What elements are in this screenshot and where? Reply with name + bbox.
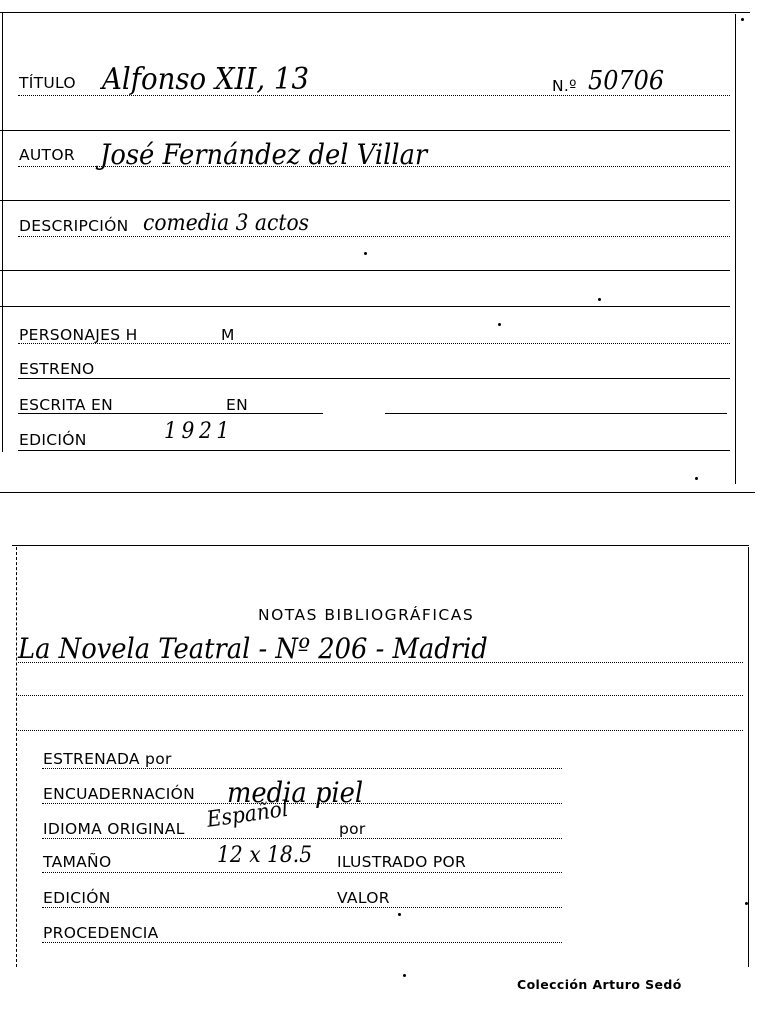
notas-line: [18, 662, 743, 663]
procedencia-label: PROCEDENCIA: [43, 924, 159, 942]
lower-card-right-border: [748, 547, 749, 967]
upper-card-top-border: [0, 12, 750, 13]
encuadernacion-label: ENCUADERNACIÓN: [43, 785, 195, 803]
edicion-value: 1921: [164, 419, 234, 444]
edicion-line: [42, 907, 562, 908]
titulo-line: [18, 95, 730, 96]
valor-label: VALOR: [337, 889, 390, 907]
descripcion-label: DESCRIPCIÓN: [19, 217, 129, 235]
descripcion-value: comedia 3 actos: [143, 211, 310, 236]
autor-value: José Fernández del Villar: [100, 138, 428, 171]
collection-credit: Colección Arturo Sedó: [517, 977, 682, 992]
ink-speck: [498, 323, 501, 326]
idioma-label: IDIOMA ORIGINAL: [43, 820, 185, 838]
idioma-por-label: por: [339, 820, 366, 838]
autor-label: AUTOR: [19, 146, 75, 164]
personajes-label: PERSONAJES H: [19, 326, 138, 344]
estrenada-label: ESTRENADA por: [43, 750, 172, 768]
tamano-label: TAMAÑO: [43, 853, 112, 871]
ink-speck: [398, 913, 401, 916]
upper-card-bottom-border: [0, 492, 755, 493]
idioma-value: Español: [205, 796, 290, 833]
tamano-line: [42, 872, 562, 873]
tamano-value: 12 x 18.5: [217, 843, 313, 868]
descripcion-line: [18, 236, 730, 237]
row-rule: [0, 270, 730, 271]
upper-card-right-border: [735, 14, 736, 484]
estreno-line: [18, 378, 730, 379]
lower-card-top-border: [12, 545, 749, 546]
ink-speck: [745, 902, 748, 905]
personajes-line: [18, 343, 730, 344]
edicion-line: [18, 450, 730, 451]
lower-card-left-border: [16, 547, 17, 967]
escrita-line-right: [385, 413, 727, 414]
numero-label: N.º: [552, 77, 577, 95]
titulo-value: Alfonso XII, 13: [102, 62, 310, 97]
encuadernacion-line: [42, 803, 562, 804]
upper-card-left-border: [2, 12, 3, 452]
escrita-en-label: EN: [226, 396, 248, 414]
ink-speck: [695, 477, 698, 480]
notas-line: [18, 695, 743, 696]
row-rule: [0, 130, 730, 131]
ink-speck: [741, 18, 744, 21]
escrita-label: ESCRITA EN: [19, 396, 113, 414]
notas-heading: NOTAS BIBLIOGRÁFICAS: [258, 606, 475, 624]
ink-speck: [403, 974, 406, 977]
estreno-label: ESTRENO: [19, 360, 95, 378]
autor-line: [18, 166, 730, 167]
idioma-line: [42, 838, 562, 839]
encuadernacion-value: media piel: [227, 776, 364, 809]
row-rule: [0, 306, 730, 307]
estrenada-line: [42, 768, 562, 769]
notas-value: La Novela Teatral - Nº 206 - Madrid: [18, 632, 488, 665]
ink-speck: [598, 298, 601, 301]
edicion-label: EDICIÓN: [19, 431, 87, 449]
titulo-label: TÍTULO: [19, 74, 76, 92]
ink-speck: [364, 252, 367, 255]
row-rule: [0, 200, 730, 201]
procedencia-line: [42, 942, 562, 943]
ilustrado-label: ILUSTRADO POR: [337, 853, 467, 871]
numero-value: 50706: [588, 66, 665, 96]
personajes-m-label: M: [221, 326, 235, 344]
escrita-line: [18, 413, 323, 414]
notas-line: [18, 730, 743, 731]
lower-edicion-label: EDICIÓN: [43, 889, 111, 907]
